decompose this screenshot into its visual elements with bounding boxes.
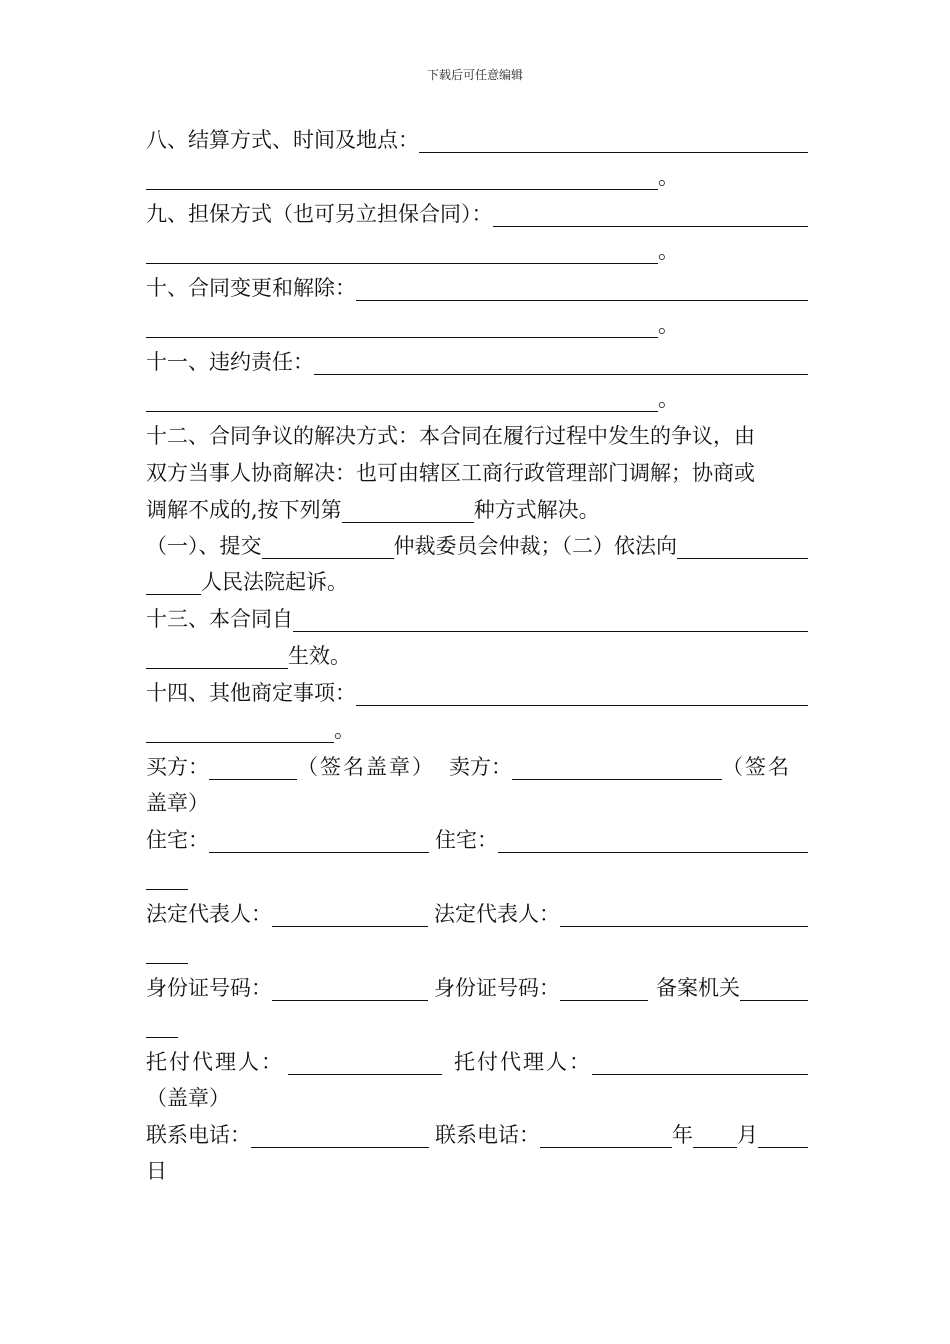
section-10-cont: [146, 301, 808, 338]
seller-address-label: 住宅：: [435, 828, 498, 852]
buyer-phone-label: 联系电话：: [146, 1123, 251, 1147]
day-label: 日: [146, 1159, 167, 1183]
section-12-text-2: 双方当事人协商解决：也可由辖区工商行政管理部门调解；协商或: [146, 461, 755, 485]
court-blank-2[interactable]: [146, 572, 201, 595]
filing-authority-blank[interactable]: [740, 978, 808, 1001]
section-14-line: [146, 669, 808, 706]
section-12-text-4a: （一）、提交: [146, 534, 262, 558]
buyer-id-label: 身份证号码：: [146, 976, 272, 1000]
section-12-line-2: [146, 449, 808, 486]
section-8-label: 八、结算方式、时间及地点：: [146, 128, 419, 152]
seller-seal-label-2: 盖章）: [146, 791, 209, 815]
other-matters-blank-2[interactable]: [146, 720, 334, 743]
buyer-legal-rep-label: 法定代表人：: [146, 902, 272, 926]
seller-address-blank[interactable]: [498, 830, 808, 853]
section-11-end: 。: [658, 387, 679, 411]
section-8-end: 。: [658, 165, 679, 189]
legal-rep-line-2: [146, 927, 808, 964]
year-label: 年: [672, 1123, 693, 1147]
section-12-line-5: [146, 559, 808, 595]
filing-authority-label: 备案机关: [656, 976, 740, 1000]
parties-line-2: [146, 780, 808, 816]
section-13-label: 十三、本合同自: [146, 607, 293, 631]
buyer-seal-label: （签名盖章）: [297, 755, 435, 779]
phone-line-2: [146, 1148, 808, 1184]
seller-id-blank[interactable]: [560, 978, 648, 1001]
seller-phone-label: 联系电话：: [435, 1123, 540, 1147]
seller-address-blank-2[interactable]: [146, 867, 188, 890]
section-9-blank[interactable]: [493, 204, 809, 227]
section-8-cont: [146, 153, 808, 190]
buyer-label: 买方：: [146, 755, 209, 779]
buyer-id-blank[interactable]: [272, 978, 428, 1001]
effective-date-blank-2[interactable]: [146, 646, 288, 669]
section-9-blank-2[interactable]: [146, 241, 658, 264]
section-8-blank[interactable]: [419, 130, 808, 153]
agent-seal-label: （盖章）: [146, 1086, 230, 1110]
section-12-line-3: [146, 486, 808, 523]
buyer-address-blank[interactable]: [209, 830, 429, 853]
seller-seal-label: （签名: [722, 755, 791, 779]
section-9-line: [146, 190, 808, 227]
section-10-blank-2[interactable]: [146, 315, 658, 338]
section-12-text-5: 人民法院起诉。: [201, 570, 348, 594]
month-blank[interactable]: [693, 1125, 737, 1148]
section-11-cont: [146, 375, 808, 412]
legal-rep-line: [146, 890, 808, 927]
section-14-cont: [146, 706, 808, 743]
section-12-text-1: 十二、合同争议的解决方式：本合同在履行过程中发生的争议，由: [146, 424, 755, 448]
section-12-text-3a: 调解不成的,按下列第: [146, 498, 342, 522]
section-10-line: [146, 264, 808, 301]
filing-authority-blank-2[interactable]: [146, 1015, 178, 1038]
page-header-note: 下载后可任意编辑: [426, 68, 523, 82]
section-12-line-1: [146, 412, 808, 449]
section-13-cont: [146, 632, 808, 669]
buyer-address-label: 住宅：: [146, 828, 209, 852]
buyer-agent-label: 托付代理人：: [146, 1050, 284, 1074]
section-8-blank-2[interactable]: [146, 167, 658, 190]
section-13-line: [146, 595, 808, 632]
seller-legal-rep-blank[interactable]: [560, 904, 808, 927]
section-14-label: 十四、其他商定事项：: [146, 681, 356, 705]
section-14-end: 。: [334, 718, 355, 742]
section-10-label: 十、合同变更和解除：: [146, 276, 356, 300]
seller-label: 卖方：: [449, 755, 512, 779]
effective-date-blank[interactable]: [293, 609, 808, 632]
section-8-line: [146, 116, 808, 153]
parties-line: [146, 743, 808, 780]
section-12-line-4: [146, 523, 808, 559]
section-11-line: [146, 338, 808, 375]
seller-legal-rep-label: 法定代表人：: [434, 902, 560, 926]
seller-blank[interactable]: [512, 757, 722, 780]
buyer-phone-blank[interactable]: [251, 1125, 429, 1148]
seller-agent-label: 托付代理人：: [454, 1050, 592, 1074]
section-10-blank[interactable]: [356, 278, 808, 301]
address-line-2: [146, 853, 808, 890]
section-9-end: 。: [658, 239, 679, 263]
section-11-label: 十一、违约责任：: [146, 350, 314, 374]
section-11-blank[interactable]: [314, 352, 808, 375]
address-line: [146, 816, 808, 853]
seller-agent-blank[interactable]: [592, 1052, 808, 1075]
other-matters-blank[interactable]: [356, 683, 808, 706]
phone-line: [146, 1111, 808, 1148]
id-number-line: [146, 964, 808, 1001]
section-12-text-3b: 种方式解决。: [473, 498, 600, 522]
buyer-legal-rep-blank[interactable]: [272, 904, 428, 927]
buyer-agent-blank[interactable]: [288, 1052, 442, 1075]
month-label: 月: [737, 1123, 758, 1147]
day-blank[interactable]: [758, 1125, 808, 1148]
seller-id-label: 身份证号码：: [434, 976, 560, 1000]
id-number-line-2: [146, 1001, 808, 1038]
seller-legal-rep-blank-2[interactable]: [146, 941, 188, 964]
section-10-end: 。: [658, 313, 679, 337]
seller-phone-blank[interactable]: [540, 1125, 672, 1148]
buyer-blank[interactable]: [209, 757, 297, 780]
section-11-blank-2[interactable]: [146, 389, 658, 412]
section-9-cont: [146, 227, 808, 264]
section-13-end: 生效。: [288, 644, 351, 668]
contract-body: [146, 116, 808, 1184]
court-blank[interactable]: [677, 536, 808, 559]
agent-line-2: [146, 1075, 808, 1111]
section-9-label: 九、担保方式（也可另立担保合同）：: [146, 202, 493, 226]
agent-line: [146, 1038, 808, 1075]
section-12-text-4b: 仲裁委员会仲裁；（二）依法向: [393, 534, 677, 558]
arbitration-commission-blank[interactable]: [262, 536, 394, 559]
resolution-method-blank[interactable]: [342, 500, 474, 523]
